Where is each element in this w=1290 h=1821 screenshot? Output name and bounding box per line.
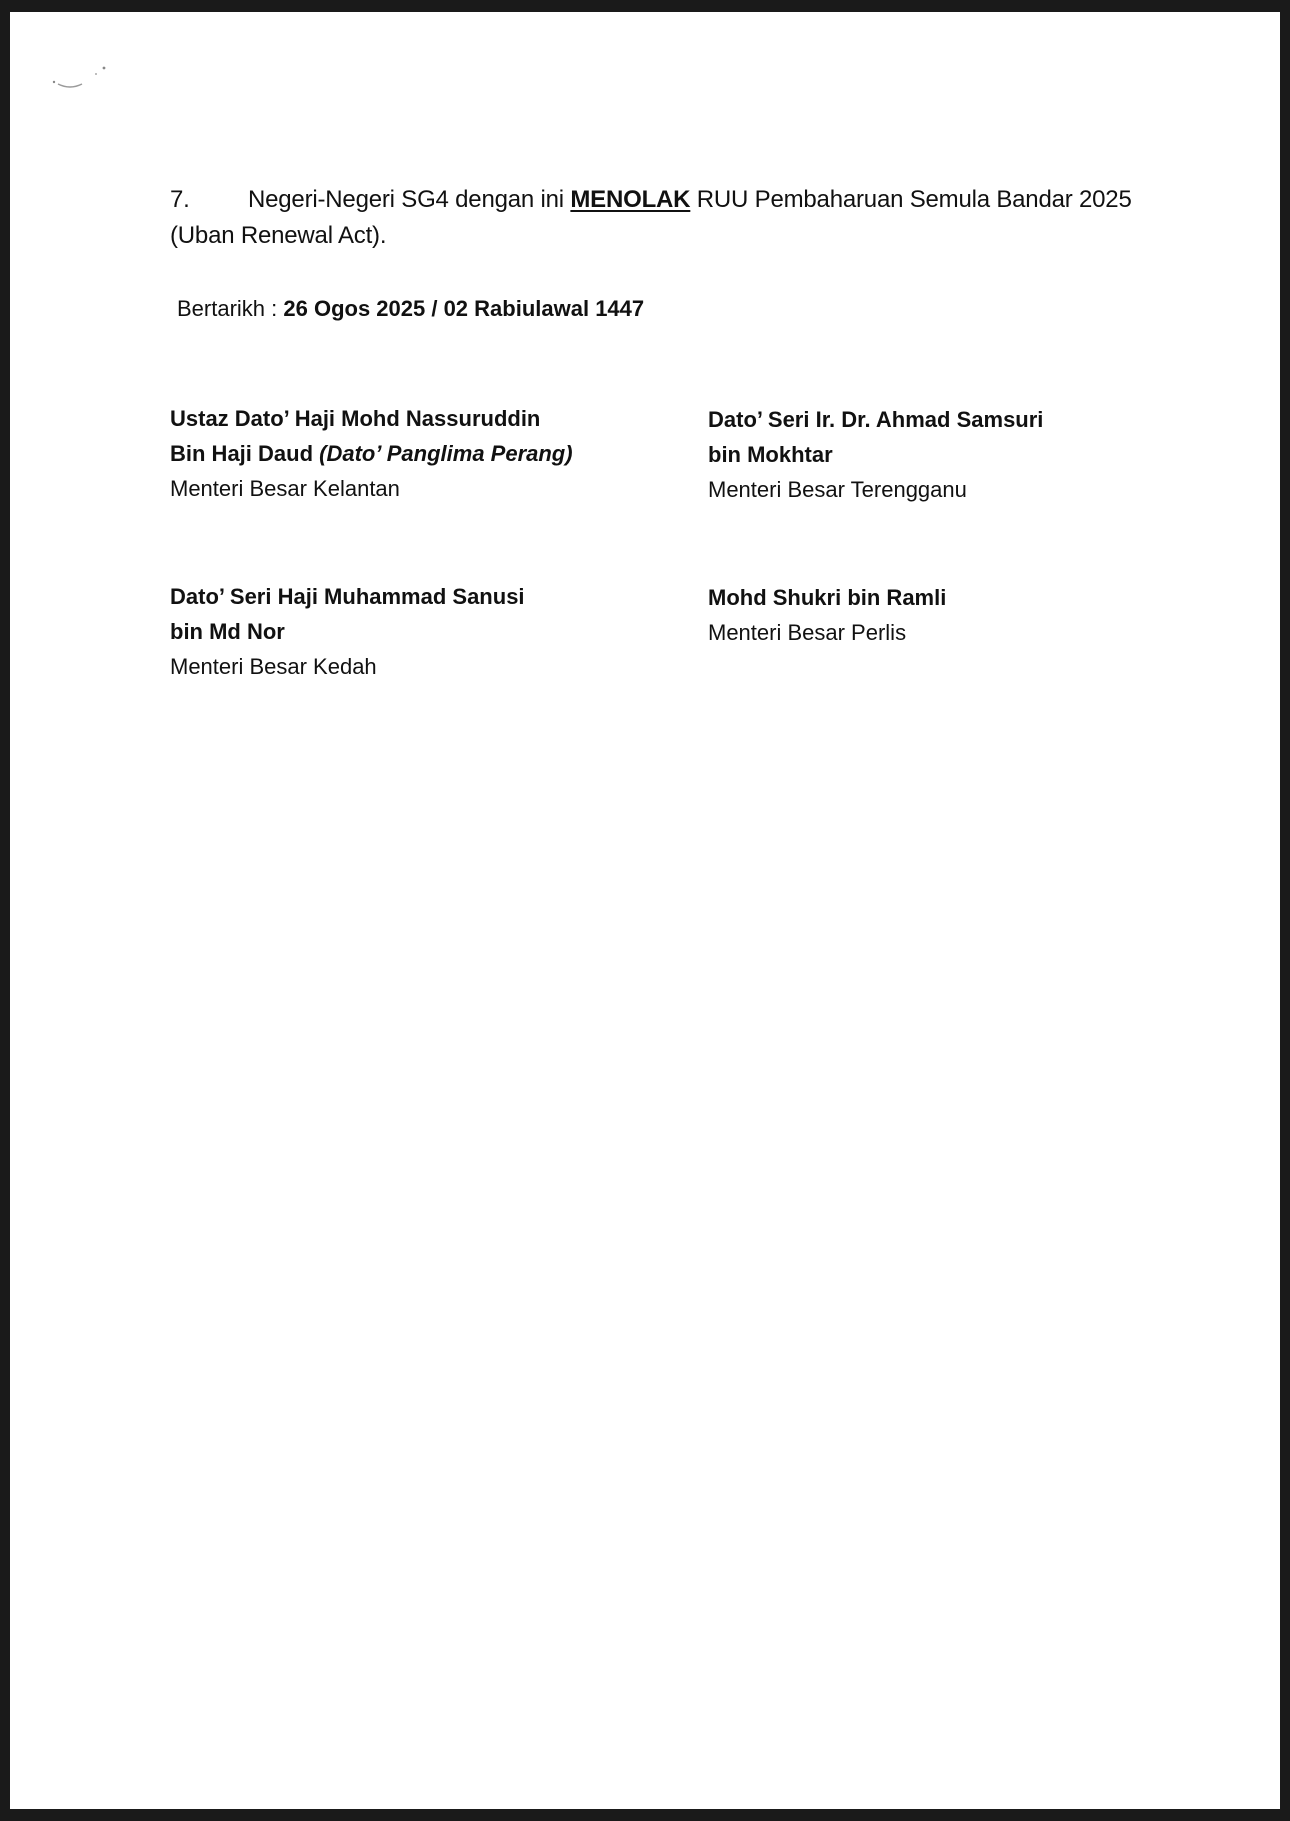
signatory-title: Menteri Besar Terengganu xyxy=(708,477,967,502)
signatory-kedah xyxy=(170,579,525,684)
paragraph-number: 7. xyxy=(170,186,190,213)
paragraph-emphasis: MENOLAK xyxy=(570,186,691,213)
scan-artifact-mark xyxy=(50,62,120,92)
signatory-name-line1: Ustaz Dato’ Haji Mohd Nassuruddin xyxy=(170,406,541,431)
date-line xyxy=(177,293,644,325)
paragraph-text-start: Negeri-Negeri SG4 dengan ini xyxy=(248,186,571,213)
signatory-title: Menteri Besar Kelantan xyxy=(170,476,400,501)
signatory-kelantan xyxy=(170,401,573,506)
signatory-name-line2-text: Bin Haji Daud xyxy=(170,441,320,466)
signatory-title: Menteri Besar Kedah xyxy=(170,654,377,679)
signatory-name-line2: bin Md Nor xyxy=(170,619,285,644)
signatory-name-line2 xyxy=(170,436,573,471)
signatory-alias: (Dato’ Panglima Perang) xyxy=(319,441,573,466)
date-label: Bertarikh : xyxy=(177,296,284,321)
document-page xyxy=(10,12,1280,1809)
signatory-terengganu xyxy=(708,402,1043,507)
signatory-perlis xyxy=(708,580,946,650)
signatory-name-line1: Dato’ Seri Ir. Dr. Ahmad Samsuri xyxy=(708,407,1044,432)
date-value: 26 Ogos 2025 / 02 Rabiulawal 1447 xyxy=(283,296,645,321)
signatory-name-line2: bin Mokhtar xyxy=(708,442,833,467)
signatory-title: Menteri Besar Perlis xyxy=(708,620,907,645)
paragraph-text-end: RUU Pembaharuan Semula Bandar 2025 (Uban Renewal Act). xyxy=(170,186,1132,249)
signatory-name-line1: Mohd Shukri bin Ramli xyxy=(708,585,947,610)
signatory-name-line1: Dato’ Seri Haji Muhammad Sanusi xyxy=(170,584,525,609)
resolution-paragraph xyxy=(170,182,1160,254)
